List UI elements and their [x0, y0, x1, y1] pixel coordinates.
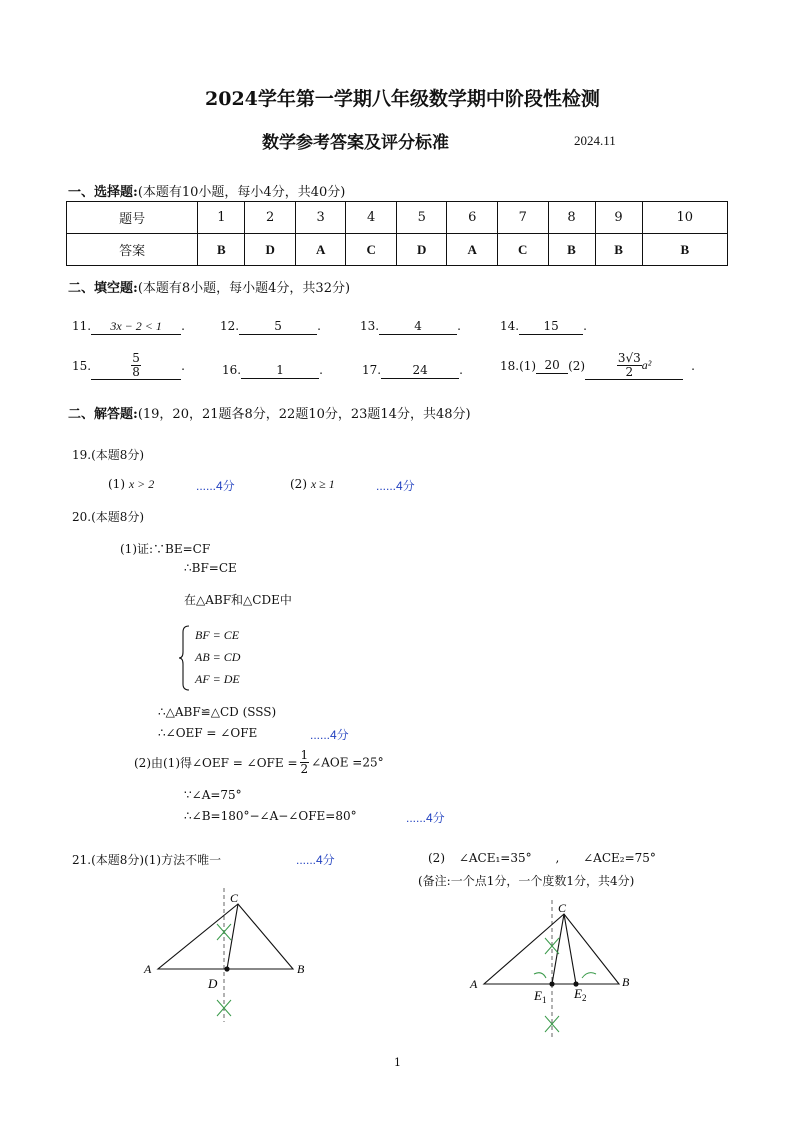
table-cell: B	[595, 234, 642, 266]
q20-line8: ∴∠B=180°−∠A−∠OFE=80°	[184, 809, 357, 823]
q20-line8-score: ......4分	[406, 811, 445, 825]
period: .	[319, 363, 323, 377]
answer-15	[72, 352, 185, 380]
q20-half-denominator: 2	[300, 762, 309, 776]
table-cell: C	[497, 234, 548, 266]
q11-answer: 3x − 2 < 1	[91, 319, 181, 335]
table-cell: C	[346, 234, 397, 266]
table-cell: 4	[346, 202, 397, 234]
q20-line6-post: ∠AOE =25°	[311, 755, 384, 770]
q20-system-eq2: AB = CD	[195, 650, 241, 664]
q14-label: 14.	[500, 319, 520, 333]
period: .	[181, 319, 185, 333]
page-title: 2024学年第一学期八年级数学期中阶段性检测	[205, 88, 600, 110]
q21-heading-score: ......4分	[296, 853, 335, 867]
q18-numerator: 3√3	[617, 351, 641, 365]
period: .	[691, 359, 695, 373]
section1-heading	[68, 181, 345, 200]
q11-label: 11.	[72, 319, 92, 333]
answer-11	[72, 319, 185, 335]
q20-line6-pre: (2)由(1)得∠OEF = ∠OFE =	[134, 756, 298, 770]
q18-variable: a²	[641, 358, 652, 372]
q18-part2-answer	[585, 352, 683, 380]
triangle-abc	[158, 904, 293, 969]
q20-line5: ∴∠OEF = ∠OFE	[158, 726, 258, 740]
q20-line2: ∴BF=CE	[184, 561, 237, 575]
segment-ce1	[552, 914, 564, 984]
answer-table	[66, 201, 728, 266]
table-cell: 2	[245, 202, 296, 234]
section1-note: (本题有10小题，每小4分，共40分)	[137, 185, 346, 200]
q15-numerator: 5	[132, 351, 140, 365]
page-number: 1	[394, 1056, 401, 1069]
segment-cd	[227, 904, 238, 969]
q20-line1: (1)证:∵BE=CF	[120, 542, 211, 556]
q20-line4: ∴△ABF≌△CD (SSS)	[158, 705, 277, 719]
table-cell: D	[396, 234, 447, 266]
q20-system-eq1: BF = CE	[195, 628, 240, 642]
table-cell: 题号	[67, 202, 198, 234]
q19-part2-score: ......4分	[376, 479, 415, 493]
q14-answer: 15	[519, 319, 583, 335]
q15-fraction	[131, 352, 141, 379]
label-c: C	[230, 891, 239, 905]
q20-line3: 在△ABF和△CDE中	[184, 593, 292, 607]
label-e2-subscript: 2	[581, 993, 587, 1003]
label-e2-letter: E	[574, 986, 582, 1001]
q21-part2-label: (2)	[428, 851, 445, 865]
q20-line5-score: ......4分	[310, 728, 349, 742]
table-cell: 9	[595, 202, 642, 234]
label-e2	[573, 986, 586, 1003]
table-cell: 10	[642, 202, 727, 234]
label-e1-subscript: 1	[541, 995, 547, 1005]
table-cell: B	[548, 234, 595, 266]
q19-part2	[290, 477, 335, 492]
q17-label: 17.	[362, 363, 382, 377]
q21-part2-separator: ,	[555, 851, 560, 865]
segment-ce2	[564, 914, 576, 984]
q18-label: 18.	[500, 359, 520, 373]
q21-part2-angle2: ∠ACE₂=75°	[583, 851, 656, 865]
q21-heading: 21.(本题8分)(1)方法不唯一	[72, 853, 222, 867]
q15-denominator: 8	[132, 365, 140, 379]
section3-heading	[68, 403, 471, 422]
table-cell: 3	[295, 202, 346, 234]
section2-title: 二、填空题:	[68, 281, 138, 296]
q18-part1-label: (1)	[519, 359, 537, 373]
figure-2	[466, 898, 646, 1040]
section1-title: 一、选择题:	[68, 185, 138, 200]
q18-part2-label: (2)	[568, 359, 586, 373]
table-cell: B	[198, 234, 245, 266]
q20-half-numerator: 1	[300, 748, 309, 762]
answer-13	[360, 319, 461, 335]
q12-label: 12.	[220, 319, 240, 333]
construction-arcs-icon	[534, 938, 596, 1032]
q16-answer: 1	[241, 363, 319, 379]
label-b: B	[622, 975, 630, 989]
label-b: B	[297, 962, 305, 976]
q18-part1-answer: 20	[536, 358, 568, 374]
q19-part2-expr: x ≥ 1	[310, 477, 335, 491]
q20-line6	[134, 749, 384, 776]
q18-fraction	[617, 352, 642, 379]
q19-heading: 19.(本题8分)	[72, 448, 145, 462]
q17-answer: 24	[381, 363, 459, 379]
table-cell: 8	[548, 202, 595, 234]
period: .	[457, 319, 461, 333]
point-d	[224, 966, 229, 971]
section2-note: (本题有8小题，每小题4分，共32分)	[137, 281, 351, 296]
period: .	[583, 319, 587, 333]
label-e1-letter: E	[534, 988, 542, 1003]
table-cell: A	[295, 234, 346, 266]
label-c: C	[558, 901, 567, 915]
answer-14	[500, 319, 587, 335]
point-e1	[549, 981, 554, 986]
table-cell: A	[447, 234, 498, 266]
q20-heading: 20.(本题8分)	[72, 510, 145, 524]
q21-part2	[428, 851, 656, 865]
answer-18	[500, 352, 695, 380]
q21-note: (备注:一个点1分，一个度数1分，共4分)	[418, 874, 635, 888]
period: .	[181, 359, 185, 373]
period: .	[459, 363, 463, 377]
label-d: D	[208, 976, 218, 991]
q19-part1-score: ......4分	[196, 479, 235, 493]
q19-part2-label: (2)	[290, 477, 307, 491]
q19-part1	[108, 477, 154, 492]
table-cell: 5	[396, 202, 447, 234]
section2-heading	[68, 277, 350, 296]
answer-12	[220, 319, 321, 335]
section3-note: (19，20，21题各8分，22题10分，23题14分，共48分)	[137, 407, 471, 422]
q15-answer	[91, 352, 181, 380]
q20-system-eq3: AF = DE	[195, 672, 240, 686]
answer-16	[222, 363, 323, 379]
q13-answer: 4	[379, 319, 457, 335]
q20-half-fraction	[300, 749, 310, 776]
table-cell: B	[642, 234, 727, 266]
q18-denominator: 2	[625, 365, 634, 379]
q20-line7: ∵∠A=75°	[184, 788, 242, 802]
q13-label: 13.	[360, 319, 380, 333]
table-row-questions	[67, 202, 728, 234]
label-a: A	[144, 962, 152, 976]
q16-label: 16.	[222, 363, 242, 377]
q19-part1-expr: x > 2	[128, 477, 155, 491]
table-cell: 7	[497, 202, 548, 234]
label-a: A	[470, 977, 478, 991]
figure-1	[140, 888, 320, 1023]
table-cell: 6	[447, 202, 498, 234]
table-cell: 1	[198, 202, 245, 234]
q12-answer: 5	[239, 319, 317, 335]
page-subtitle: 数学参考答案及评分标准	[262, 133, 449, 153]
table-cell: D	[245, 234, 296, 266]
label-e1	[533, 988, 546, 1005]
q21-part2-angle1: ∠ACE₁=35°	[458, 851, 532, 865]
table-cell: 答案	[67, 234, 198, 266]
brace-icon	[178, 625, 192, 691]
answer-17	[362, 363, 463, 379]
q15-label: 15.	[72, 359, 92, 373]
table-row-answers	[67, 234, 728, 266]
date: 2024.11	[574, 133, 616, 148]
q19-part1-label: (1)	[108, 477, 125, 491]
section3-title: 二、解答题:	[68, 407, 138, 422]
period: .	[317, 319, 321, 333]
